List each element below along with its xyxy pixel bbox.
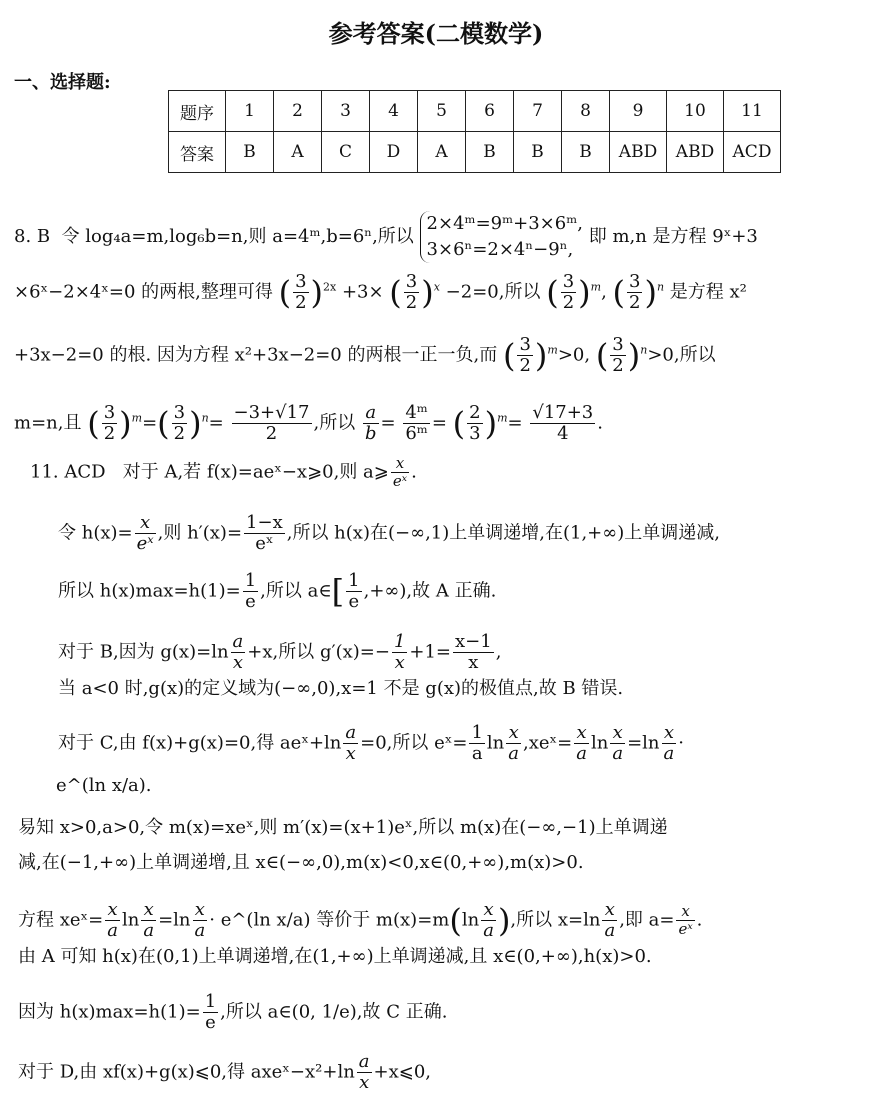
q11-text: ,所以 a∈ xyxy=(260,580,332,602)
numerator: x xyxy=(676,903,694,921)
q11-line-10: 方程 xeˣ= $\frac{x}{a}$ ln $\frac{x}{a}$ =ln $\frac{x}{a}$ · e^(ln x/a) 等价于 m(x)=m(ln $\frac{x}{a}$ ),所以 x=ln $\frac{x}{a}$ ,即 a= $\frac{x}{\text{eˣ}}$ . xyxy=(18,899,703,941)
table-row xyxy=(169,91,781,132)
numerator: 1−x xyxy=(246,512,283,533)
table-header-label: 题序 xyxy=(169,91,226,132)
denominator: 2 xyxy=(295,292,307,313)
numerator: x xyxy=(105,900,120,921)
table-cell-answer: D xyxy=(370,132,418,173)
numerator: x xyxy=(506,723,521,744)
q8-line-1 xyxy=(14,211,758,263)
q8-text: . xyxy=(597,412,603,434)
denominator: e xyxy=(205,1012,216,1033)
denominator: 4 xyxy=(557,423,569,444)
q8-text: +3x−2=0 的根. 因为方程 x²+3x−2=0 的两根一正一负,而 xyxy=(14,344,498,366)
page-title: 参考答案(二模数学) xyxy=(328,19,544,48)
q8-text: 即 m,n 是方程 9ˣ+3 xyxy=(588,226,758,247)
q8-text: ×6ˣ−2×4ˣ=0 的两根,整理可得 xyxy=(14,281,273,303)
q11-text: 对于 A,若 f(x)=aeˣ−x⩾0,则 a⩾ xyxy=(122,461,389,483)
denominator: a xyxy=(508,743,520,764)
q8-system xyxy=(420,211,583,263)
q11-text: +x,所以 g′(x)=− xyxy=(247,641,390,663)
denominator: a xyxy=(663,743,675,764)
table-cell-number: 2 xyxy=(274,91,322,132)
numerator: 3 xyxy=(295,271,307,292)
denominator: x xyxy=(232,652,243,673)
table-cell-number: 6 xyxy=(466,91,514,132)
denominator: x xyxy=(345,743,356,764)
q8-text: 令 log₄a=m,log₆b=n,则 a=4ᵐ,b=6ⁿ,所以 xyxy=(61,226,414,247)
table-cell-answer: A xyxy=(418,132,466,173)
denominator: x xyxy=(468,652,479,673)
table-cell-answer: ABD xyxy=(667,132,724,173)
q11-text: 令 h(x)= xyxy=(58,522,133,544)
denominator: eˣ xyxy=(255,533,274,554)
q8-eq2: 3×6ⁿ=2×4ⁿ−9ⁿ, xyxy=(426,239,574,260)
denominator: a xyxy=(107,920,118,941)
q11-text: ,故 C 正确. xyxy=(356,1001,448,1023)
denominator: eˣ xyxy=(678,920,693,938)
numerator: 4ᵐ xyxy=(405,402,428,423)
q11-text: ,+∞),故 A 正确. xyxy=(363,580,497,602)
numerator: 3 xyxy=(103,402,116,423)
table-cell-number: 11 xyxy=(724,91,781,132)
table-cell-number: 7 xyxy=(514,91,562,132)
q11-line-7 xyxy=(56,773,152,799)
table-cell-answer: A xyxy=(274,132,322,173)
numerator: 3 xyxy=(612,334,624,355)
q8-text: >0, xyxy=(557,344,591,366)
q11-text: +1= xyxy=(409,641,452,663)
numerator: 2 xyxy=(469,402,481,423)
q11-line-5 xyxy=(58,676,623,702)
numerator: 1 xyxy=(244,570,257,591)
numerator: 3 xyxy=(629,271,641,292)
denominator: b xyxy=(364,423,377,444)
numerator: 1 xyxy=(204,991,217,1012)
q8-line-2: ×6ˣ−2×4ˣ=0 的两根,整理可得 ( $\frac{3}{2}$ )$^{2x}$ +3× ( $\frac{3}{2}$ )$^x$ −2=0,所以 ( $\frac{3}{2}$ )$^m$, ( $\frac{3}{2}$ )$^n$ 是方程 x² xyxy=(14,271,747,313)
section-heading: 一、选择题: xyxy=(14,72,111,93)
denominator: 2 xyxy=(629,292,641,313)
denominator: e xyxy=(245,591,256,612)
table-cell-answer: ABD xyxy=(610,132,667,173)
q11-text: 易知 x>0,a>0,令 m(x)=xeˣ,则 m′(x)=(x+1)eˣ,所以 m(x)在(−∞,−1)上单调递 xyxy=(18,817,668,838)
denominator: 2 xyxy=(405,292,418,313)
table-cell-number: 3 xyxy=(322,91,370,132)
q11-text: 当 a<0 时,g(x)的定义域为(−∞,0),x=1 不是 g(x)的极值点,故 B 错误. xyxy=(58,678,624,699)
q8-text: >0,所以 xyxy=(647,344,716,366)
q11-text: ln xyxy=(121,909,140,931)
numerator: x xyxy=(662,723,677,744)
q11-line-6 xyxy=(58,723,684,764)
numerator: 3 xyxy=(519,334,531,355)
q11-line-8 xyxy=(18,815,668,841)
denominator: 2 xyxy=(173,423,186,444)
q11-line-13 xyxy=(18,1052,431,1093)
numerator: x xyxy=(141,900,156,921)
q11-line-11 xyxy=(18,944,652,970)
table-cell-answer: B xyxy=(226,132,274,173)
q11-text: ,所以 x=ln xyxy=(510,909,601,931)
table-cell-answer: B xyxy=(466,132,514,173)
denominator: a xyxy=(604,920,616,941)
numerator: x xyxy=(391,455,409,473)
q11-text: 对于 C,由 f(x)+g(x)=0,得 aeˣ+ln xyxy=(58,732,342,754)
table-cell-answer: B xyxy=(562,132,610,173)
denominator: 2 xyxy=(103,423,116,444)
q11-text: 方程 xeˣ= xyxy=(18,909,104,931)
q11-text: 对于 D,由 xf(x)+g(x)⩽0,得 axeˣ−x²+ln xyxy=(18,1061,355,1083)
q8-text: ,所以 xyxy=(313,412,356,434)
table-cell-answer: C xyxy=(322,132,370,173)
q11-text: · xyxy=(678,732,684,754)
table-cell-answer: ACD xyxy=(724,132,781,173)
q11-text: . xyxy=(696,909,703,931)
denominator: 2 xyxy=(612,355,624,376)
numerator: a xyxy=(363,403,379,424)
denominator: 2 xyxy=(519,355,531,376)
q11-text: ,所以 a∈ xyxy=(220,1001,292,1023)
denominator: a xyxy=(483,920,494,941)
numerator: x−1 xyxy=(455,631,492,652)
numerator: x xyxy=(610,723,625,744)
q11-text: =ln xyxy=(158,909,191,931)
denominator: eˣ xyxy=(136,533,154,554)
q11-text: 因为 h(x)max=h(1)= xyxy=(18,1001,201,1023)
table-answer-label: 答案 xyxy=(169,132,226,173)
numerator: 3 xyxy=(405,271,418,292)
denominator: 3 xyxy=(469,423,481,444)
denominator: a xyxy=(576,743,587,764)
numerator: a xyxy=(232,631,244,652)
q8-text: = xyxy=(142,412,158,434)
q8-head: 8. B xyxy=(14,226,51,247)
q11-text: e^(ln x/a). xyxy=(56,775,152,796)
q8-text: m=n,且 xyxy=(14,412,82,434)
numerator: a xyxy=(345,722,357,743)
q11-line-1: 11. ACD 对于 A,若 f(x)=aeˣ−x⩾0,则 a⩾ $\frac{x}{\text{eˣ}}$ . xyxy=(30,454,417,490)
numerator: −3+√17 xyxy=(233,402,310,423)
numerator: a xyxy=(358,1051,370,1072)
q11-text: 由 A 可知 h(x)在(0,1)上单调递增,在(1,+∞)上单调递减,且 x∈(0,+∞),h(x)>0. xyxy=(18,946,652,967)
table-cell-answer: B xyxy=(514,132,562,173)
table-cell-number: 9 xyxy=(610,91,667,132)
table-cell-number: 10 xyxy=(667,91,724,132)
q11-text: , xyxy=(495,641,502,663)
answer-table xyxy=(168,90,781,173)
numerator: 1 xyxy=(393,631,406,652)
numerator: 1 xyxy=(471,722,483,743)
q11-text: =0,所以 eˣ= xyxy=(360,732,468,754)
q8-text: = xyxy=(431,412,447,434)
q11-text: ,xeˣ= xyxy=(523,732,573,754)
denominator: a xyxy=(143,920,155,941)
q11-line-4 xyxy=(58,632,501,673)
denominator: 2 xyxy=(265,423,278,444)
interval: (0, 1/e) xyxy=(291,1001,357,1023)
numerator: x xyxy=(602,900,617,921)
q11-text: ,则 h′(x)= xyxy=(157,522,243,544)
numerator: x xyxy=(574,723,589,744)
denominator: a xyxy=(471,743,483,764)
table-cell-number: 8 xyxy=(562,91,610,132)
q11-line-12 xyxy=(18,992,447,1033)
numerator: 3 xyxy=(562,271,575,292)
q11-head: 11. ACD xyxy=(30,461,106,483)
numerator: 3 xyxy=(173,402,186,423)
q11-line-3: 所以 h(x)max=h(1)= $\frac{1}{e}$ ,所以 a∈[ $\frac{1}{e}$ ,+∞),故 A 正确. xyxy=(58,570,497,612)
denominator: e xyxy=(348,591,360,612)
denominator: x xyxy=(359,1072,370,1093)
denominator: 2 xyxy=(562,292,575,313)
q8-eq1: 2×4ᵐ=9ᵐ+3×6ᵐ, xyxy=(426,213,583,234)
denominator: 6ᵐ xyxy=(405,423,428,444)
numerator: x xyxy=(135,513,156,534)
q11-text: 所以 h(x)max=h(1)= xyxy=(58,580,241,602)
q8-text: = xyxy=(507,412,523,434)
numerator: √17+3 xyxy=(532,402,594,423)
q11-text: ln xyxy=(591,732,609,754)
table-cell-number: 1 xyxy=(226,91,274,132)
q11-text: 减,在(−1,+∞)上单调递增,且 x∈(−∞,0),m(x)<0,x∈(0,+∞),m(x)>0. xyxy=(18,852,584,873)
numerator: 1 xyxy=(348,570,360,591)
numerator: x xyxy=(481,900,496,921)
q11-line-2 xyxy=(58,513,720,554)
table-cell-number: 5 xyxy=(418,91,466,132)
q8-text: −2=0,所以 xyxy=(445,281,541,303)
q11-line-9 xyxy=(18,850,584,876)
denominator: a xyxy=(194,920,206,941)
q11-text: ,所以 h(x)在(−∞,1)上单调递增,在(1,+∞)上单调递减, xyxy=(286,522,720,544)
denominator: x xyxy=(394,652,405,673)
numerator: x xyxy=(193,900,208,921)
table-row xyxy=(169,132,781,173)
q8-text: = xyxy=(208,412,224,434)
q8-line-3: +3x−2=0 的根. 因为方程 x²+3x−2=0 的两根一正一负,而 ( $\frac{3}{2}$ )$^m$>0, ( $\frac{3}{2}$ )$^n$>0,所以 xyxy=(14,334,716,376)
q11-text: ,即 a= xyxy=(619,909,675,931)
q11-text: =ln xyxy=(627,732,660,754)
q11-text: +x⩽0, xyxy=(373,1061,432,1083)
q8-text: +3× xyxy=(341,281,384,303)
q11-text: ln xyxy=(486,732,505,754)
q8-line-4: m=n,且 ( $\frac{3}{2}$ )$^m$=( $\frac{3}{2}$ )$^n$= $\frac{-3+√17}{2}$ ,所以 $\frac{a}{b}$ = $\frac{\text{4ᵐ}}{\text{6ᵐ}}$ = ( $\frac{2}{3}$ )$^m$= $\frac{√17+3}{4}$ . xyxy=(14,402,603,444)
denominator: eˣ xyxy=(392,472,408,490)
q11-text: · e^(ln x/a) 等价于 m(x)=m xyxy=(209,909,450,931)
denominator: a xyxy=(612,743,624,764)
q8-text: 是方程 x² xyxy=(669,281,747,303)
q11-text: 对于 B,因为 g(x)=ln xyxy=(58,641,229,663)
table-cell-number: 4 xyxy=(370,91,418,132)
q8-text: = xyxy=(380,412,396,434)
